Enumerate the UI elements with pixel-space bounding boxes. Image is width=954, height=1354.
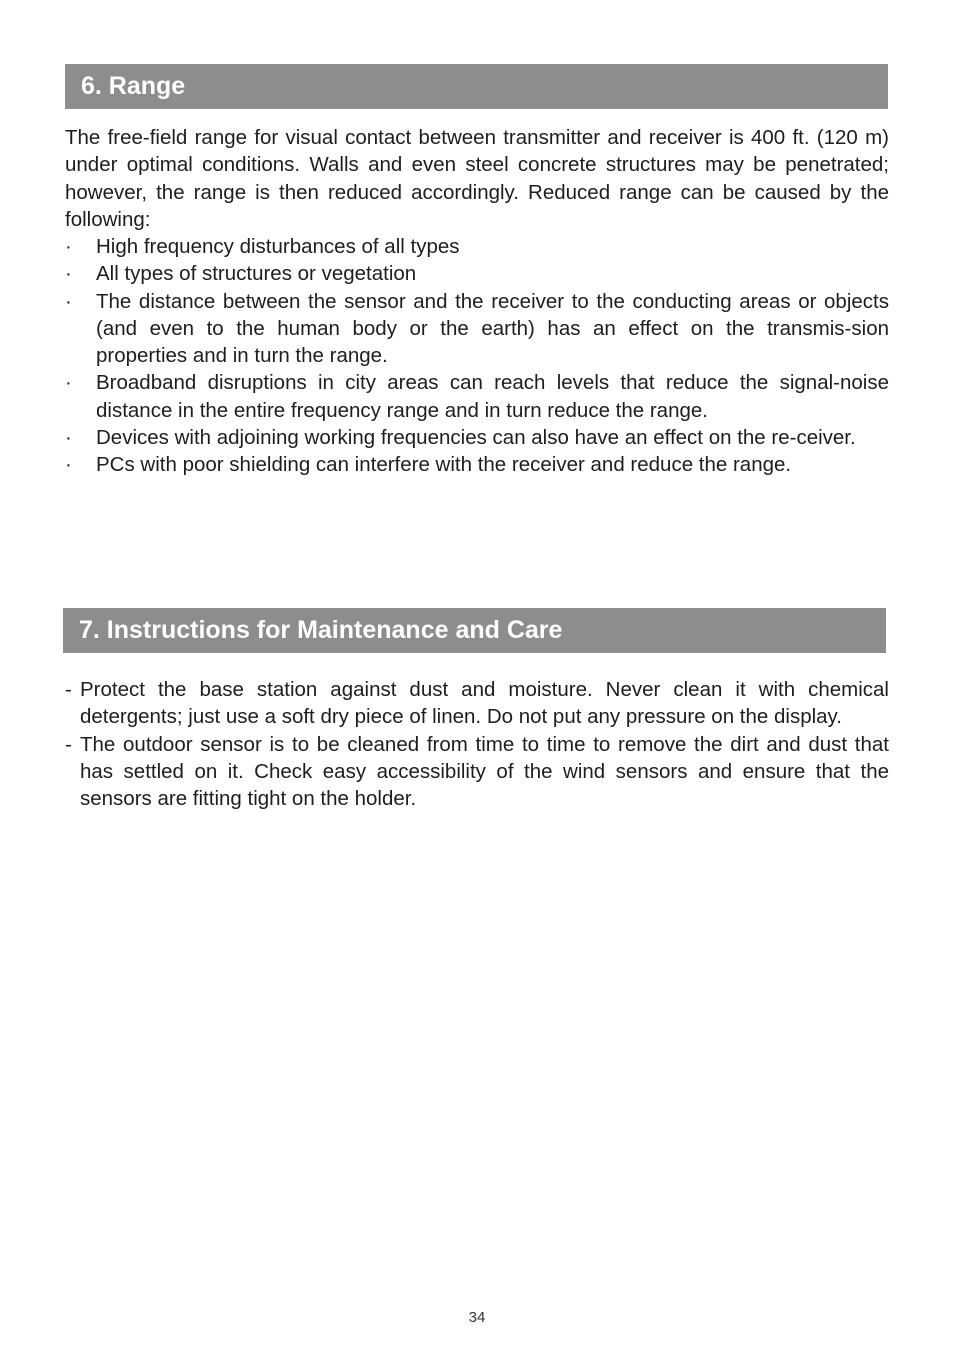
list-item-text: High frequency disturbances of all types: [96, 235, 460, 258]
list-item: [65, 288, 889, 370]
list-item-text: All types of structures or vegetation: [96, 262, 417, 286]
bullet-dot: ·: [65, 453, 72, 477]
list-item-text: Broadband disruptions in city areas can reach levels that reduce the signal-noise distance in the entire frequency range and in turn reduce the range.: [96, 371, 889, 422]
list-item: [65, 731, 889, 813]
list-item: [65, 233, 889, 260]
list-item: [65, 260, 889, 287]
section-header-maintenance: 7. Instructions for Maintenance and Care: [63, 608, 886, 653]
page-number: 34: [468, 1309, 486, 1326]
bullet-dot: ·: [65, 371, 72, 395]
list-item: [65, 424, 889, 451]
range-factors-list: [65, 233, 889, 479]
list-item-text: The distance between the sensor and the receiver to the conducting areas or objects (and even to the human body or the earth) has an effect on the transmis-sion properties and in turn the range.: [96, 289, 889, 368]
maintenance-instructions-list: [65, 676, 889, 812]
bullet-dot: ·: [65, 289, 72, 313]
bullet-dot: ·: [65, 235, 72, 258]
bullet-dash: -: [65, 678, 72, 701]
list-item-text: Devices with adjoining working frequencies can also have an effect on the re-ceiver.: [96, 426, 856, 450]
list-item-text: PCs with poor shielding can interfere with the receiver and reduce the range.: [96, 453, 792, 477]
bullet-dash: -: [65, 732, 72, 756]
list-item-text: Protect the base station against dust and moisture. Never clean it with chemical detergents; just use a soft dry piece of linen. Do not put any pressure on the display.: [80, 678, 889, 729]
list-item: [65, 451, 889, 478]
section-header-range: 6. Range: [65, 64, 888, 109]
list-item-text: The outdoor sensor is to be cleaned from time to time to remove the dirt and dust that has settled on it. Check easy accessibility of the wind sensors and ensure that the sensors are fitting tight on the holder.: [80, 732, 889, 811]
bullet-dot: ·: [65, 426, 72, 450]
list-item: [65, 369, 889, 424]
range-intro-paragraph: The free-field range for visual contact between transmitter and receiver is 400 ft. (120 m) under optimal conditions. Walls and even steel concrete structures may be penetrated; however, the range is then reduced accordingly. Reduced range can be caused by the following:: [65, 126, 889, 231]
list-item: [65, 676, 889, 731]
bullet-dot: ·: [65, 262, 72, 286]
